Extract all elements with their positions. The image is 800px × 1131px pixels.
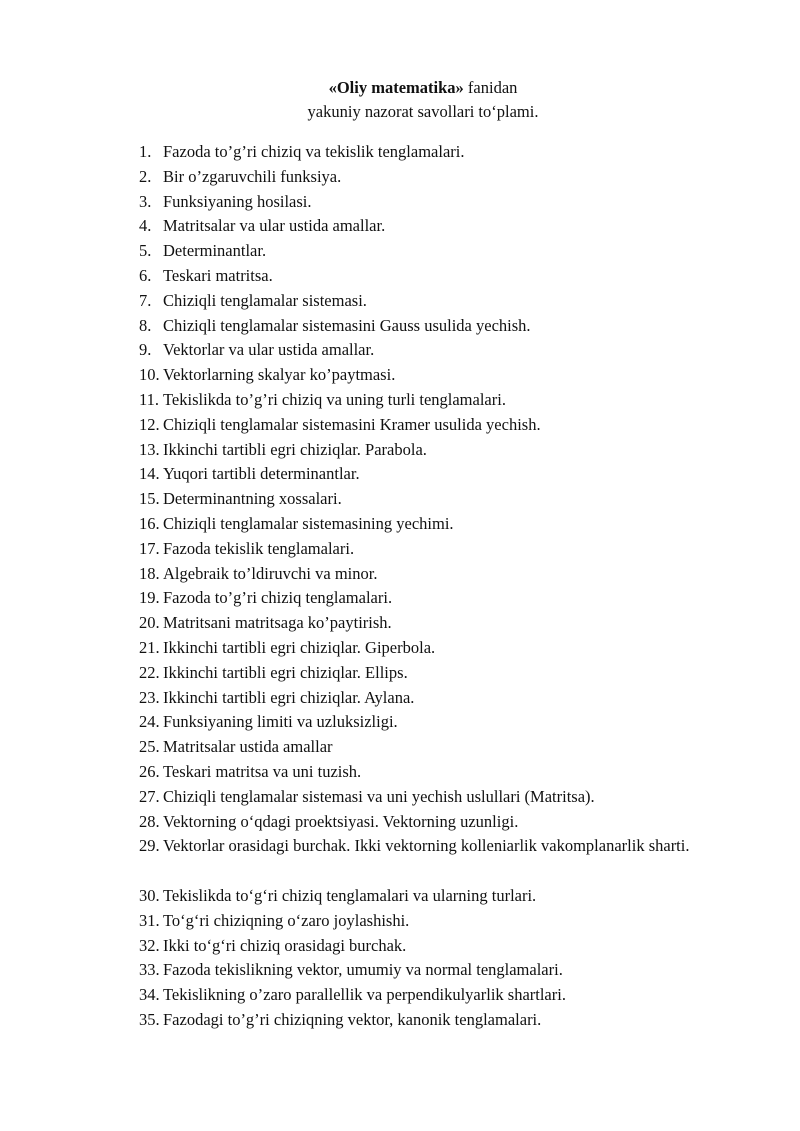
question-text: Ikkinchi tartibli egri chiziqlar. Ellips. (163, 662, 408, 682)
question-text: Fazoda tekislikning vektor, umumiy va normal tenglamalari. (163, 960, 563, 980)
title-suffix: fanidan (463, 78, 518, 97)
question-number: 3. (139, 191, 152, 211)
question-number: 12. (139, 414, 160, 434)
question-number: 33. (139, 960, 160, 980)
question-text: Bir o’zgaruvchili funksiya. (163, 166, 342, 186)
question-number: 31. (139, 910, 160, 930)
question-number: 23. (139, 687, 160, 707)
document-subtitle: yakuniy nazorat savollari to‘plami. (307, 102, 539, 121)
question-text: Vektorlar va ular ustida amallar. (163, 340, 375, 360)
question-text: Fazodagi to’g’ri chiziqning vektor, kanonik tenglamalari. (163, 1009, 542, 1029)
question-text: Chiziqli tenglamalar sistemasini Gauss usulida yechish. (163, 315, 531, 335)
question-text: Chiziqli tenglamalar sistemasining yechimi. (163, 513, 454, 533)
question-text: Fazoda to’g’ri chiziq tenglamalari. (163, 588, 393, 608)
question-text: Funksiyaning limiti va uzluksizligi. (163, 712, 398, 732)
question-number: 4. (139, 216, 152, 236)
question-text: Matritsani matritsaga ko’paytirish. (163, 613, 392, 633)
question-text: Vektorlarning skalyar ko’paytmasi. (163, 365, 396, 385)
question-number: 25. (139, 737, 160, 757)
question-text: Tekislikning o’zaro parallellik va perpendikulyarlik shartlari. (163, 985, 566, 1005)
question-text: Tekislikda to’g’ri chiziq va uning turli tenglamalari. (163, 389, 506, 409)
question-number: 2. (139, 166, 152, 186)
question-number: 9. (139, 340, 152, 360)
question-number: 30. (139, 885, 160, 905)
question-text: Vektorlar orasidagi burchak. Ikki vektorning kolleniarlik vakomplanarlik sharti. (163, 836, 690, 856)
question-text: Fazoda to’g’ri chiziq va tekislik tenglamalari. (163, 142, 465, 161)
question-number: 28. (139, 811, 160, 831)
question-number: 34. (139, 985, 160, 1005)
question-number: 11. (139, 389, 160, 409)
question-text: Vektorning o‘qdagi proektsiyasi. Vektorning uzunligi. (163, 811, 519, 831)
question-text: To‘g‘ri chiziqning o‘zaro joylashishi. (163, 910, 410, 930)
question-text: Chiziqli tenglamalar sistemasi. (163, 290, 367, 310)
question-text: Funksiyaning hosilasi. (163, 191, 312, 211)
question-number: 18. (139, 563, 160, 583)
question-number: 14. (139, 464, 160, 484)
question-number: 22. (139, 662, 160, 682)
question-number: 24. (139, 712, 160, 732)
question-number: 20. (139, 613, 160, 633)
question-text: Ikkinchi tartibli egri chiziqlar. Parabola. (163, 439, 427, 459)
question-text: Yuqori tartibli determinantlar. (163, 464, 360, 484)
question-number: 19. (139, 588, 160, 608)
question-text: Fazoda tekislik tenglamalari. (163, 538, 355, 558)
question-text: Teskari matritsa va uni tuzish. (163, 761, 362, 781)
question-text: Determinantlar. (163, 241, 267, 261)
question-text: Matritsalar ustida amallar (163, 737, 333, 757)
question-number: 5. (139, 241, 152, 261)
question-number: 21. (139, 637, 160, 657)
question-number: 1. (139, 142, 152, 161)
subject-name: «Oliy matematika» (328, 78, 464, 97)
question-text: Algebraik to’ldiruvchi va minor. (163, 563, 378, 583)
question-number: 17. (139, 538, 160, 558)
document-title (0, 76, 800, 124)
question-text: Ikkinchi tartibli egri chiziqlar. Giperbola. (163, 637, 436, 657)
question-text: Chiziqli tenglamalar sistemasi va uni yechish uslullari (Matritsa). (163, 786, 595, 806)
title-line (0, 76, 800, 100)
question-number: 6. (139, 265, 152, 285)
question-number: 26. (139, 761, 160, 781)
question-number: 13. (139, 439, 160, 459)
question-text: Determinantning xossalari. (163, 489, 342, 509)
question-number: 15. (139, 489, 160, 509)
question-number: 35. (139, 1009, 160, 1029)
question-number: 16. (139, 513, 160, 533)
question-text: Matritsalar va ular ustida amallar. (163, 216, 386, 236)
question-text: Tekislikda to‘g‘ri chiziq tenglamalari va ularning turlari. (163, 885, 537, 905)
question-number: 7. (139, 290, 152, 310)
question-number: 8. (139, 315, 152, 335)
question-number: 10. (139, 365, 160, 385)
question-text: Teskari matritsa. (163, 265, 273, 285)
question-number: 29. (139, 836, 160, 856)
question-text: Ikki to‘g‘ri chiziq orasidagi burchak. (163, 935, 407, 955)
question-number: 32. (139, 935, 160, 955)
question-text: Ikkinchi tartibli egri chiziqlar. Aylana. (163, 687, 415, 707)
question-number: 27. (139, 786, 160, 806)
question-text: Chiziqli tenglamalar sistemasini Kramer usulida yechish. (163, 414, 541, 434)
